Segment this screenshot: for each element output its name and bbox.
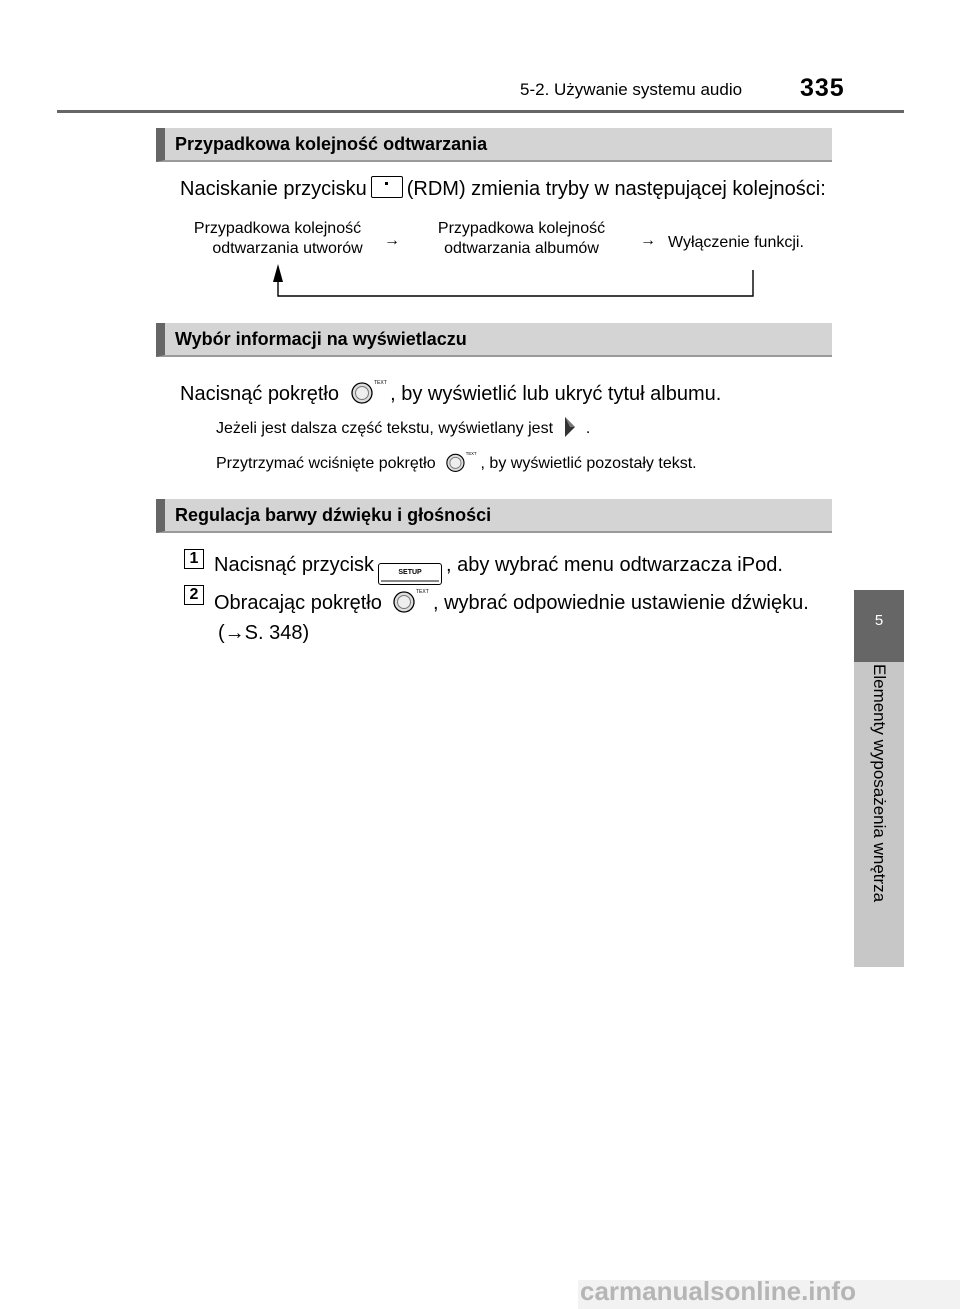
display-note1-after: .	[585, 420, 591, 437]
display-line1-after: , by wyświetlić lub ukryć tytuł albumu.	[390, 383, 722, 405]
flow-step-off: Wyłączenie funkcji.	[668, 234, 804, 251]
step-number-1: 1	[184, 549, 204, 569]
chapter-number: 5	[874, 612, 884, 629]
watermark: carmanualsonline.info	[580, 1276, 856, 1306]
sound-step2	[214, 587, 809, 615]
header-divider	[57, 110, 904, 113]
random-intro	[180, 176, 826, 201]
display-note1	[216, 416, 590, 438]
flow-step-tracks-line1: Przypadkowa kolejność	[193, 220, 362, 237]
sound-step1-before: Nacisnąć przycisk	[214, 554, 375, 576]
sound-step2-after: , wybrać odpowiednie ustawienie dźwięku.	[433, 592, 809, 614]
page-reference: (→S. 348)	[218, 622, 310, 644]
display-note2	[216, 450, 697, 474]
svg-text:TEXT: TEXT	[416, 589, 430, 595]
display-note1-before: Jeżeli jest dalsza część tekstu, wyświetlany jest	[216, 420, 554, 437]
text-knob-icon	[390, 587, 430, 615]
text-knob-icon	[348, 378, 387, 406]
random-intro-before: Naciskanie przycisku	[180, 178, 367, 200]
flow-arrow-2: →	[640, 232, 656, 249]
rdm-button-icon	[371, 176, 403, 198]
page-number: 335	[800, 74, 845, 102]
section-heading-display: Wybór informacji na wyświetlaczu	[156, 323, 832, 357]
flow-arrow-1: →	[384, 232, 400, 249]
section-heading-random: Przypadkowa kolejność odtwarzania	[156, 128, 832, 162]
sound-step2-before: Obracając pokrętło	[214, 592, 382, 614]
display-note2-after: , by wyświetlić pozostały tekst.	[480, 455, 697, 472]
svg-text:TEXT: TEXT	[465, 451, 477, 457]
chapter-label: Elementy wyposażenia wnętrza	[870, 664, 889, 903]
svg-text:TEXT: TEXT	[373, 380, 387, 386]
sound-step1-after: , aby wybrać menu odtwarzacza iPod.	[446, 554, 783, 576]
flow-step-albums	[414, 219, 629, 259]
flow-step-albums-line1: Przypadkowa kolejność	[437, 220, 606, 237]
random-intro-after: (RDM) zmienia tryby w następującej kolejności:	[406, 178, 826, 200]
display-line1-before: Nacisnąć pokrętło	[180, 383, 339, 405]
section-title: 5-2. Używanie systemu audio	[520, 80, 743, 99]
display-line1	[180, 378, 721, 406]
display-note2-before: Przytrzymać wciśnięte pokrętło	[216, 455, 436, 472]
more-text-arrow-icon	[559, 416, 579, 438]
sound-step1	[214, 554, 783, 585]
text-knob-icon	[443, 450, 477, 474]
flow-step-albums-line2: odtwarzania albumów	[444, 240, 599, 257]
section-heading-sound: Regulacja barwy dźwięku i głośności	[156, 499, 832, 533]
flow-step-tracks	[170, 219, 385, 259]
step-number-2: 2	[184, 585, 204, 605]
flow-loop-arrow	[268, 262, 758, 300]
setup-button-icon: SETUP	[378, 563, 442, 585]
flow-step-tracks-line2: odtwarzania utworów	[212, 240, 363, 257]
